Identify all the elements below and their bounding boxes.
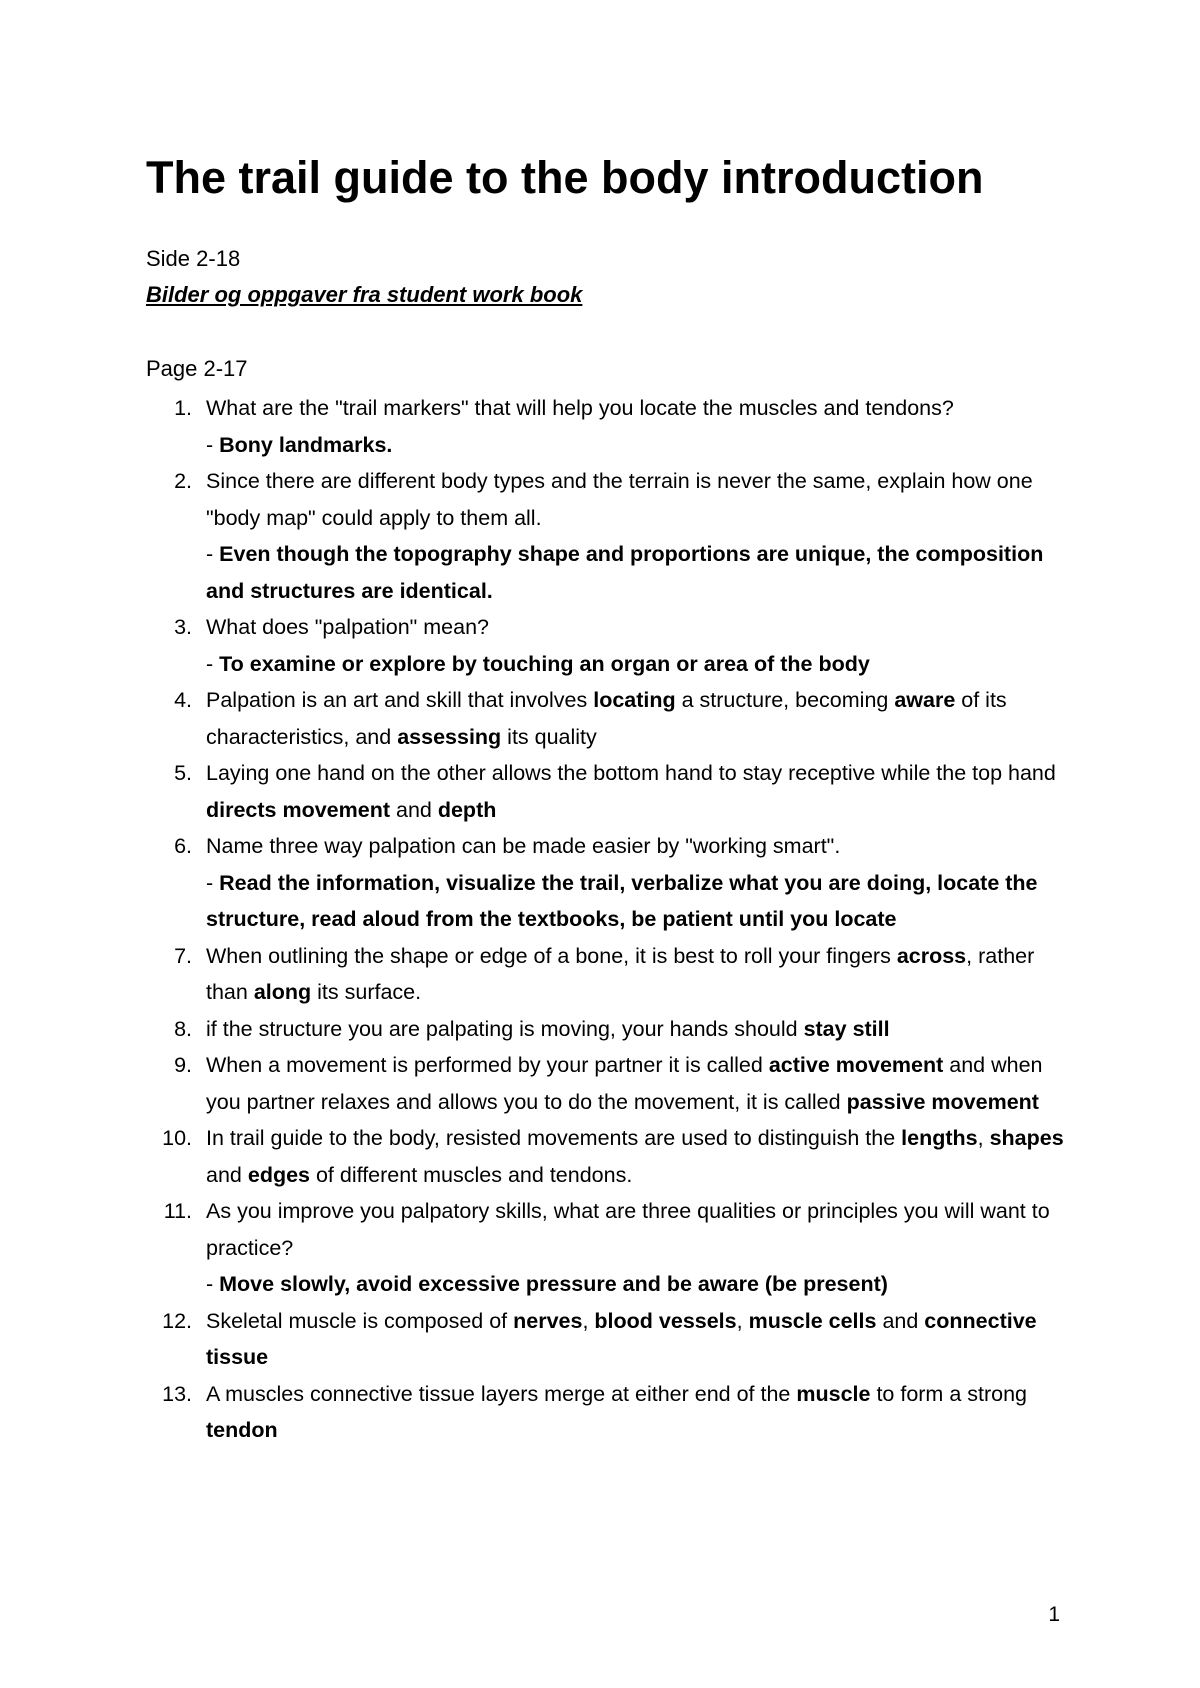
question-item <box>146 755 1066 828</box>
answer-text <box>206 865 1066 938</box>
bold-text: Bony landmarks. <box>219 432 393 457</box>
question-text <box>206 609 1066 646</box>
text: of different muscles and tendons. <box>310 1162 633 1187</box>
text: and <box>206 1162 248 1187</box>
text: In trail guide to the body, resisted movements are used to distinguish the <box>206 1126 902 1150</box>
question-text <box>206 390 1066 427</box>
text: When a movement is performed by your partner it is called <box>206 1053 769 1077</box>
page-number: 1 <box>1048 1603 1060 1626</box>
question-number: 5. <box>174 761 192 785</box>
bold-text: directs movement <box>206 797 391 822</box>
bold-text: edges <box>247 1162 310 1187</box>
text: , <box>582 1308 595 1333</box>
text: Skeletal muscle is composed of <box>206 1308 514 1333</box>
text: What are the "trail markers" that will help you locate the muscles and tendons? <box>206 396 954 420</box>
text: , rather than <box>206 943 1035 1004</box>
question-item <box>146 1303 1066 1376</box>
bold-text: connective tissue <box>206 1308 1037 1369</box>
question-list <box>146 390 1066 1449</box>
bold-text: shapes <box>989 1126 1064 1150</box>
question-number: 12. <box>162 1308 192 1333</box>
text: - <box>206 1272 220 1296</box>
question-item <box>146 463 1066 609</box>
question-number: 4. <box>174 688 192 712</box>
bold-text: aware <box>894 688 956 712</box>
question-number: 3. <box>174 615 192 639</box>
bold-text: Even though the topography shape and proportions are unique, the composition and structures are identical. <box>206 542 1044 603</box>
bold-text: active movement <box>768 1053 944 1077</box>
answer-text <box>206 646 1066 683</box>
bold-text: Move slowly, avoid excessive pressure and be aware (be present) <box>219 1272 888 1296</box>
question-item <box>146 1376 1066 1449</box>
page-range-label: Side 2-18 <box>146 246 241 271</box>
question-number: 1. <box>174 396 192 420</box>
text: Laying one hand on the other allows the bottom hand to stay receptive while the top hand <box>206 761 1056 785</box>
question-item <box>146 1011 1066 1048</box>
work-book-heading: Bilder og oppgaver fra student work book <box>146 282 583 307</box>
text: - <box>206 542 220 566</box>
question-text <box>206 1376 1066 1449</box>
text: Palpation is an art and skill that involves <box>206 688 594 712</box>
question-number: 8. <box>174 1016 192 1041</box>
bold-text: tendon <box>206 1418 278 1442</box>
text: and <box>390 797 438 822</box>
text: of its characteristics, and <box>206 688 1007 749</box>
bold-text: stay still <box>803 1016 890 1041</box>
question-number: 7. <box>174 943 192 968</box>
question-number: 11. <box>163 1199 192 1223</box>
section-label: Page 2-17 <box>146 356 248 381</box>
text: A muscles connective tissue layers merge at either end of the <box>206 1381 797 1406</box>
question-item <box>146 1047 1066 1120</box>
question-text <box>206 938 1066 1011</box>
text: its quality <box>501 724 597 749</box>
bold-text: muscle <box>796 1381 871 1406</box>
text: What does "palpation" mean? <box>206 615 489 639</box>
question-text <box>206 1193 1066 1266</box>
question-item <box>146 938 1066 1011</box>
text: Since there are different body types and the terrain is never the same, explain how one "body map" could apply to them all. <box>206 469 1033 530</box>
question-number: 2. <box>174 469 192 493</box>
text: if the structure you are palpating is moving, your hands should <box>206 1016 804 1041</box>
text: , <box>736 1308 749 1333</box>
question-text <box>206 1303 1066 1376</box>
text: Name three way palpation can be made easier by "working smart". <box>206 834 841 858</box>
question-item <box>146 682 1066 755</box>
text: When outlining the shape or edge of a bone, it is best to roll your fingers <box>206 943 897 968</box>
question-text <box>206 1120 1066 1193</box>
question-number: 6. <box>174 834 192 858</box>
page-title: The trail guide to the body introduction <box>146 152 984 203</box>
bold-text: nerves <box>513 1308 583 1333</box>
question-number: 9. <box>174 1053 192 1077</box>
text: its surface. <box>311 980 422 1004</box>
text: and when you partner relaxes and allows you to do the movement, it is called <box>206 1053 1043 1114</box>
answer-text <box>206 1266 1066 1303</box>
text: - <box>206 432 220 457</box>
bold-text: muscle cells <box>748 1308 877 1333</box>
text: - <box>206 870 220 895</box>
question-number: 10. <box>162 1126 192 1150</box>
question-number: 13. <box>162 1381 192 1406</box>
question-item <box>146 609 1066 682</box>
bold-text: along <box>253 980 312 1004</box>
question-text <box>206 1047 1066 1120</box>
bold-text: lengths <box>901 1126 978 1150</box>
question-item <box>146 828 1066 938</box>
question-item <box>146 1120 1066 1193</box>
question-text <box>206 1011 1066 1048</box>
question-text <box>206 828 1066 865</box>
bold-text: depth <box>437 797 497 822</box>
answer-text <box>206 427 1066 464</box>
question-text <box>206 755 1066 828</box>
text: - <box>206 651 220 676</box>
question-item <box>146 1193 1066 1303</box>
bold-text: passive movement <box>846 1089 1039 1114</box>
text: and <box>876 1308 925 1333</box>
bold-text: blood vessels <box>594 1308 737 1333</box>
bold-text: locating <box>593 688 676 712</box>
bold-text: Read the information, visualize the trail, verbalize what you are doing, locate the structure, read aloud from the textbooks, be patient until you locate <box>206 870 1038 931</box>
bold-text: assessing <box>397 724 502 749</box>
text: , <box>977 1126 990 1150</box>
text: a structure, becoming <box>675 688 895 712</box>
bold-text: across <box>896 943 967 968</box>
question-item <box>146 390 1066 463</box>
text: to form a strong <box>870 1381 1028 1406</box>
text: As you improve you palpatory skills, what are three qualities or principles you will want to practice? <box>206 1199 1050 1260</box>
answer-text <box>206 536 1066 609</box>
bold-text: To examine or explore by touching an organ or area of the body <box>219 651 870 676</box>
question-text <box>206 463 1066 536</box>
question-text <box>206 682 1066 755</box>
